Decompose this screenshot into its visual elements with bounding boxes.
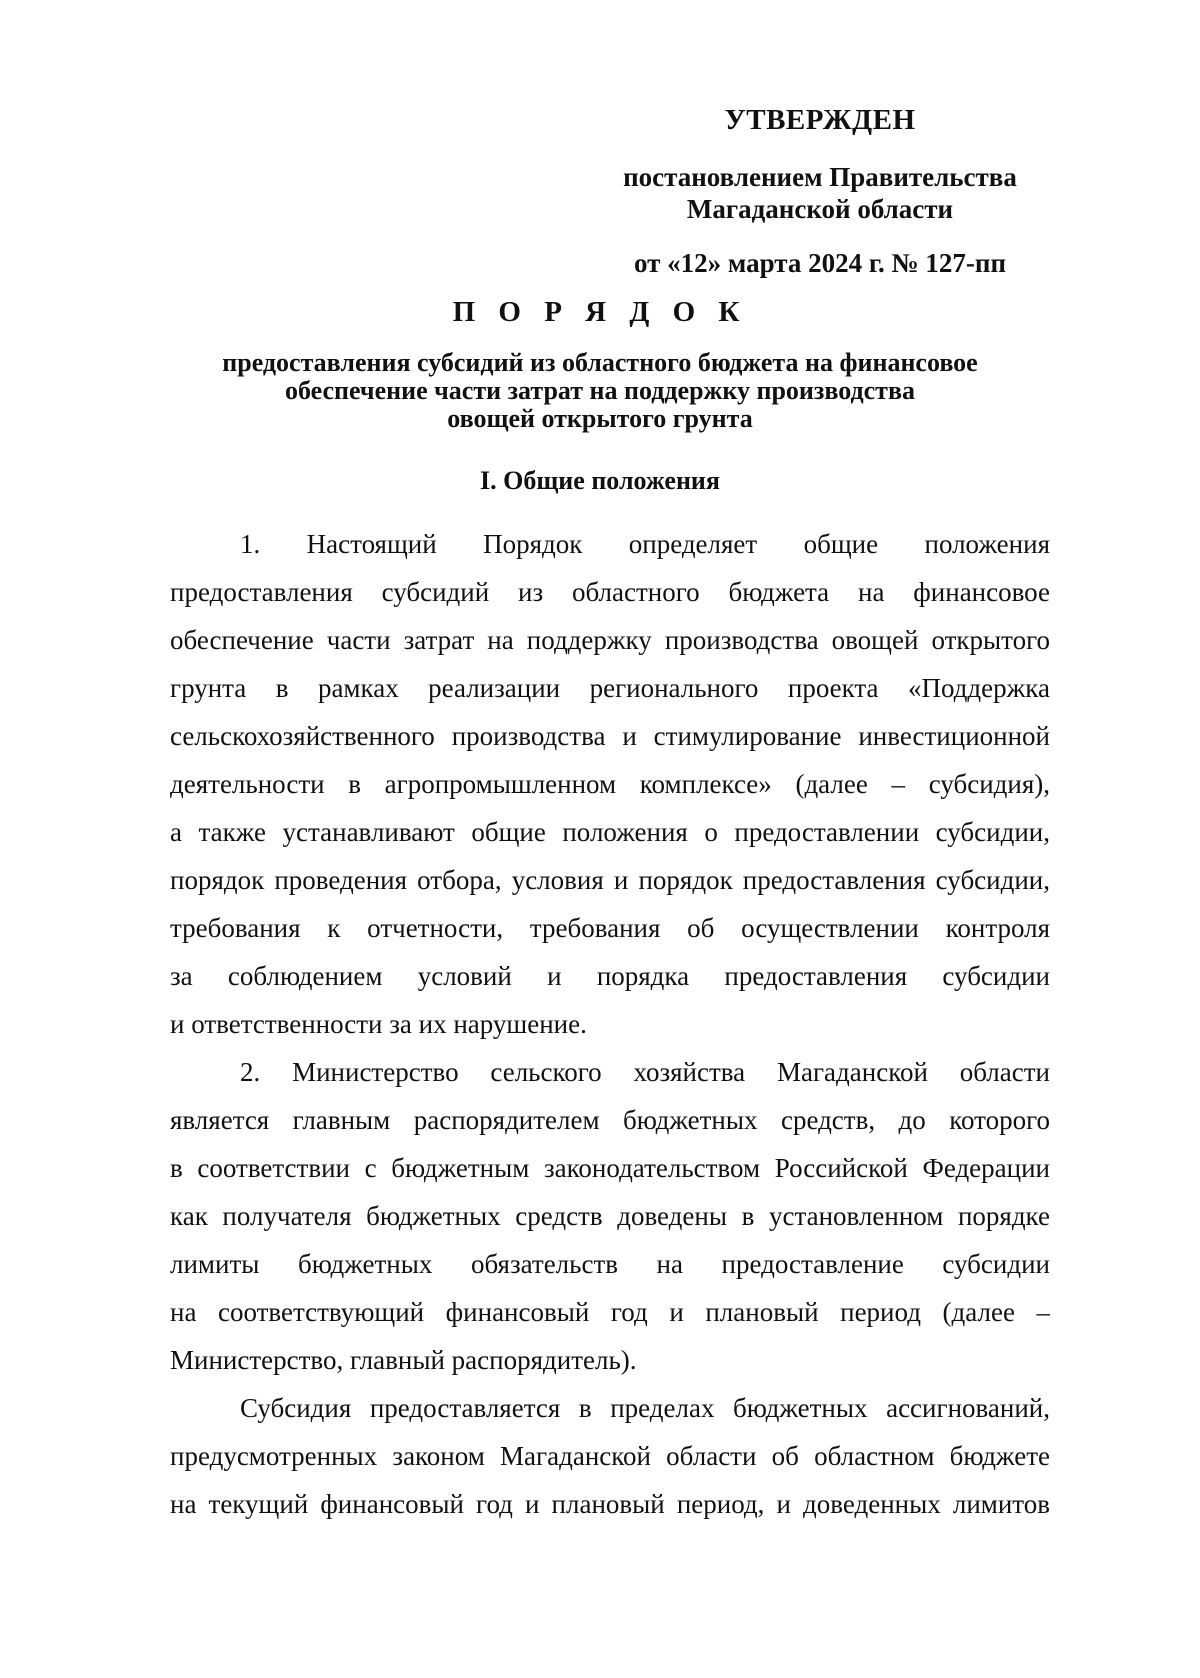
text-line: на текущий финансовый год и плановый период, и доведенных лимитов [170, 1489, 1050, 1519]
approved-by-line-1: постановлением Правительства [623, 162, 1017, 192]
text-line: в соответствии с бюджетным законодательством Российской Федерации [170, 1153, 1050, 1183]
text-line: требования к отчетности, требования об осуществлении контроля [170, 913, 1050, 943]
document-body [170, 520, 1050, 1528]
section-heading: I. Общие положения [480, 466, 720, 495]
text-line: сельскохозяйственного производства и стимулирование инвестиционной [170, 721, 1050, 751]
text-line: и ответственности за их нарушение. [170, 1009, 587, 1039]
document-title-block [160, 296, 1040, 433]
paragraph-1 [170, 520, 1050, 1048]
text-line: как получателя бюджетных средств доведены в установленном порядке [170, 1201, 1050, 1231]
text-line: предоставления субсидий из областного бюджета на финансовое [170, 577, 1050, 607]
text-line: порядок проведения отбора, условия и порядок предоставления субсидии, [170, 865, 1050, 895]
text-line: 1. Настоящий Порядок определяет общие положения [240, 529, 1050, 559]
paragraph-2 [170, 1048, 1050, 1384]
text-line: за соблюдением условий и порядка предоставления субсидии [170, 961, 1050, 991]
text-line: грунта в рамках реализации регионального проекта «Поддержка [170, 673, 1050, 703]
text-line: Субсидия предоставляется в пределах бюджетных ассигнований, [240, 1393, 1050, 1423]
text-line: деятельности в агропромышленном комплексе» (далее – субсидия), [170, 769, 1050, 799]
text-line: предусмотренных законом Магаданской области об областном бюджете [170, 1441, 1050, 1471]
text-line: обеспечение части затрат на поддержку производства овощей открытого [170, 625, 1050, 655]
approval-date-number: от «12» марта 2024 г. № 127-пп [633, 248, 1007, 278]
paragraph-3 [170, 1384, 1050, 1528]
text-line: а также устанавливают общие положения о предоставлении субсидии, [170, 817, 1050, 847]
subtitle-line: обеспечение части затрат на поддержку производства [285, 376, 915, 405]
approval-stamp [620, 104, 1020, 279]
text-line: лимиты бюджетных обязательств на предоставление субсидии [170, 1249, 1050, 1279]
text-line: является главным распорядителем бюджетных средств, до которого [170, 1105, 1050, 1135]
approved-by-line-2: Магаданской области [686, 194, 954, 224]
text-line: 2. Министерство сельского хозяйства Магаданской области [240, 1057, 1050, 1087]
approved-label: УТВЕРЖДЕН [724, 104, 916, 136]
text-line: Министерство, главный распорядитель). [170, 1345, 637, 1375]
subtitle-line: предоставления субсидий из областного бюджета на финансовое [222, 348, 978, 377]
subtitle-line: овощей открытого грунта [447, 404, 753, 433]
document-title: П О Р Я Д О К [452, 296, 748, 328]
text-line: на соответствующий финансовый год и плановый период (далее – [170, 1297, 1050, 1327]
document-subtitle [160, 349, 1040, 433]
